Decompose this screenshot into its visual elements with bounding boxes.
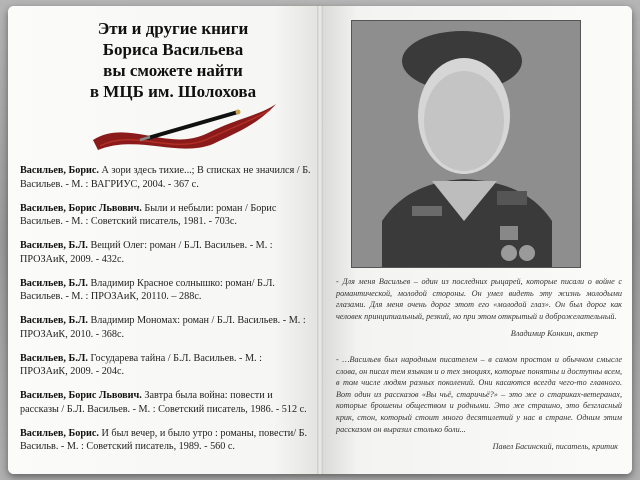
book-author: Васильев, Борис Львович.	[20, 390, 142, 401]
book-entry	[20, 202, 312, 229]
book-details: Вещий Олег: роман / Б.Л. Васильев. - М. : ПРОЗАиК, 2009. - 432с.	[20, 240, 273, 265]
book-entry	[20, 314, 312, 341]
book-details: Владимир Красное солнышко: роман/ Б.Л. Васильев. - М. : ПРОЗАиК, 20110. – 288с.	[20, 277, 275, 302]
quote-text: - Для меня Васильев – один из последних рыцарей, которые писали о войне с романтической, молодой стороны. Он умел видеть эту жизнь молодыми глазами. Для меня очень дорог этот его «молодой глаз». Он был дорог как человек принципиальный, резкий, но при этом открытый и доброжелательный.	[336, 277, 622, 321]
book-details: Завтра была война: повести и рассказы / Б.Л. Васильев. - М. : Советский писатель, 1986. - 512 с.	[20, 390, 307, 415]
book-entry	[20, 239, 312, 266]
book-author: Васильев, Б.Л.	[20, 240, 88, 251]
book-entry	[20, 277, 312, 304]
book-author: Васильев, Б.Л.	[20, 352, 88, 364]
book-author: Васильев, Б.Л.	[20, 277, 88, 289]
book-entry	[20, 164, 312, 191]
book-details: И был вечер, и было утро : романы, повести/ Б. Васильв. - М. : Советский писатель, 1989. - 560 с.	[20, 427, 307, 452]
book-author: Васильев, Борис.	[20, 165, 99, 176]
heading-line: Эти и другие книги	[97, 19, 249, 38]
heading-line: в МЦБ им. Шолохова	[89, 82, 257, 101]
open-book	[8, 6, 632, 474]
book-author: Васильев, Борис Львович.	[20, 202, 142, 214]
book-details: Владимир Мономах: роман / Б.Л. Васильев. - М. : ПРОЗАиК, 2010. - 368с.	[20, 315, 306, 340]
book-spine	[317, 6, 323, 474]
quote-text: - …Васильев был народным писателем – в самом простом и обычном смысле слова, он писал тем языком и о тех эмоциях, которые понятны и доступны всем, в том числе людям разных поколений. Они касаются всегда чего-то главного. Вот один из рассказов «Вы чьё, старичьё?» – это же о стариках-ветеранах, которые брошены обществом и родными. Это же страшно, это безгласный крик, стон, который стоит много десятилетий у нас в стране. Одним этим рассказом он выразил столько боли...	[336, 354, 622, 434]
book-details: Государева тайна / Б.Л. Васильев. - М. : ПРОЗАиК, 2009. - 204с.	[20, 352, 262, 377]
portrait-icon	[352, 21, 581, 268]
book-author: Васильев, Б.Л.	[20, 315, 88, 326]
book-entry	[20, 352, 312, 379]
quote-author: Владимир Конкин, актер	[510, 329, 598, 339]
author-portrait-photo	[351, 20, 581, 268]
quote-author: Павел Басинский, писатель, критик	[492, 442, 618, 452]
heading	[58, 18, 288, 102]
heading-line: Бориса Васильева	[102, 40, 244, 59]
book-author: Васильев, Борис.	[20, 427, 99, 439]
book-details: А зори здесь тихие...; В списках не значился / Б. Васильев. - М. : ВАГРИУС, 2004. - 367 с.	[20, 165, 311, 190]
heading-line: вы сможете найти	[103, 61, 243, 80]
ribbon-pen-illustration	[88, 98, 278, 158]
book-list	[20, 164, 312, 464]
book-entry	[20, 389, 312, 416]
book-details: Были и небыли: роман / Борис Васильев. - М. : Советский писатель, 1981. - 703с.	[20, 202, 277, 227]
quotes-section	[336, 276, 622, 453]
book-entry	[20, 427, 312, 454]
